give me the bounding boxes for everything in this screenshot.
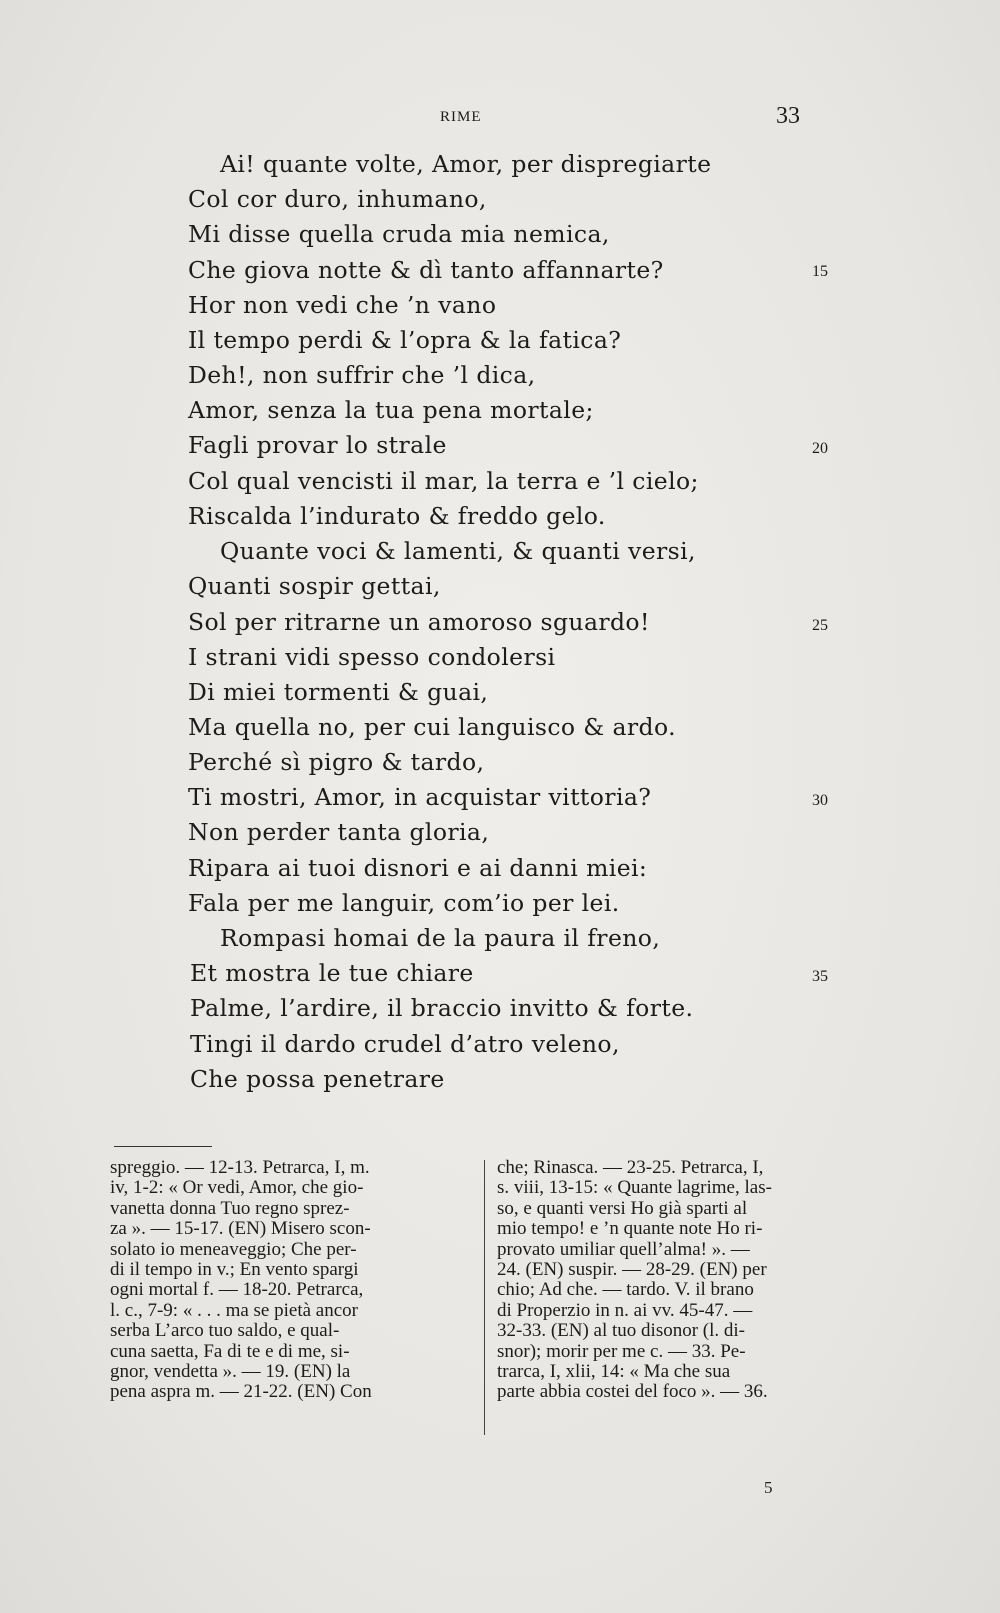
running-title: RIME	[440, 109, 482, 125]
note-line: solato io meneaveggio; Che per-	[110, 1238, 357, 1260]
verse-line: Quante voci & lamenti, & quanti versi,	[220, 537, 696, 565]
note-line: vanetta donna Tuo regno sprez-	[110, 1197, 350, 1219]
verse-line: Che possa penetrare	[190, 1065, 445, 1093]
note-line: chio; Ad che. — tardo. V. il brano	[497, 1279, 754, 1301]
verse-line: Il tempo perdi & l’opra & la fatica?	[188, 326, 622, 354]
note-line: cuna saetta, Fa di te e di me, si-	[110, 1340, 350, 1362]
verse-line: Riscalda l’indurato & freddo gelo.	[188, 502, 606, 530]
note-line: s. viii, 13-15: « Quante lagrime, las-	[497, 1177, 772, 1199]
note-line: mio tempo! e ’n quante note Ho ri-	[497, 1218, 763, 1240]
note-line: che; Rinasca. — 23-25. Petrarca, I,	[497, 1157, 764, 1178]
page-number: 33	[776, 103, 800, 129]
footnotes-left-column	[110, 1158, 470, 1403]
note-line: so, e quanti versi Ho già sparti al	[497, 1197, 748, 1219]
footnotes-right-column	[497, 1158, 859, 1403]
note-line: 32-33. (EN) al tuo disonor (l. di-	[497, 1320, 746, 1342]
verse-line: Fagli provar lo strale	[188, 431, 447, 459]
verse-line: Ma quella no, per cui languisco & ardo.	[188, 713, 676, 741]
verse-line: Rompasi homai de la paura il freno,	[220, 924, 661, 952]
verse-line: Non perder tanta gloria,	[188, 818, 490, 846]
verse-line: Sol per ritrarne un amoroso sguardo!	[188, 608, 650, 636]
verse-line: Quanti sospir gettai,	[188, 572, 441, 600]
footnote-separator	[114, 1146, 212, 1147]
verse-line: Col qual vencisti il mar, la terra e ’l cielo;	[188, 467, 699, 495]
note-line: provato umiliar quell’alma! ». —	[497, 1238, 750, 1260]
verse-line: Deh!, non suffrir che ’l dica,	[188, 361, 536, 389]
signature-mark: 5	[764, 1478, 773, 1497]
verse-line: Col cor duro, inhumano,	[188, 185, 487, 213]
verse-line: Ti mostri, Amor, in acquistar vittoria?	[188, 783, 652, 811]
verse-line: Hor non vedi che ’n vano	[188, 291, 497, 319]
verse-line: Di miei tormenti & guai,	[188, 678, 489, 706]
verse-line: Et mostra le tue chiare	[190, 959, 474, 987]
verse-line: Tingi il dardo crudel d’atro veleno,	[190, 1030, 620, 1058]
verse-line: Ai! quante volte, Amor, per dispregiarte	[220, 150, 712, 178]
line-number: 35	[812, 968, 828, 985]
verse-line: Ripara ai tuoi disnori e ai danni miei:	[188, 854, 648, 882]
verse-line: Mi disse quella cruda mia nemica,	[188, 220, 610, 248]
note-line: za ». — 15-17. (EN) Misero scon-	[110, 1218, 371, 1240]
note-line: l. c., 7-9: « . . . ma se pietà ancor	[110, 1299, 358, 1321]
note-line: parte abbia costei del foco ». — 36.	[497, 1381, 768, 1403]
note-line: serba L’arco tuo saldo, e qual-	[110, 1320, 340, 1342]
line-number: 30	[812, 792, 828, 809]
verse-line: I strani vidi spesso condolersi	[188, 643, 556, 671]
note-line: snor); morir per me c. — 33. Pe-	[497, 1340, 746, 1362]
verse-line: Amor, senza la tua pena mortale;	[188, 396, 594, 424]
note-line: spreggio. — 12-13. Petrarca, I, m.	[110, 1157, 370, 1178]
note-line: gnor, vendetta ». — 19. (EN) la	[110, 1360, 351, 1382]
note-line: ogni mortal f. — 18-20. Petrarca,	[110, 1279, 364, 1301]
note-line: di il tempo in v.; En vento spargi	[110, 1258, 359, 1280]
note-line: di Properzio in n. ai vv. 45-47. —	[497, 1299, 753, 1321]
line-number: 20	[812, 440, 828, 457]
verse-line: Perché sì pigro & tardo,	[188, 748, 485, 776]
verse-line: Che giova notte & dì tanto affannarte?	[188, 256, 664, 284]
note-line: 24. (EN) suspir. — 28-29. (EN) per	[497, 1258, 767, 1280]
line-number: 15	[812, 263, 828, 280]
note-line: trarca, I, xlii, 14: « Ma che sua	[497, 1360, 731, 1382]
footnotes	[0, 1158, 1000, 1458]
note-line: iv, 1-2: « Or vedi, Amor, che gio-	[110, 1177, 364, 1199]
verse-line: Palme, l’ardire, il braccio invitto & forte.	[190, 994, 694, 1022]
line-number: 25	[812, 617, 828, 634]
verse-line: Fala per me languir, com’io per lei.	[188, 889, 620, 917]
note-line: pena aspra m. — 21-22. (EN) Con	[110, 1381, 372, 1403]
